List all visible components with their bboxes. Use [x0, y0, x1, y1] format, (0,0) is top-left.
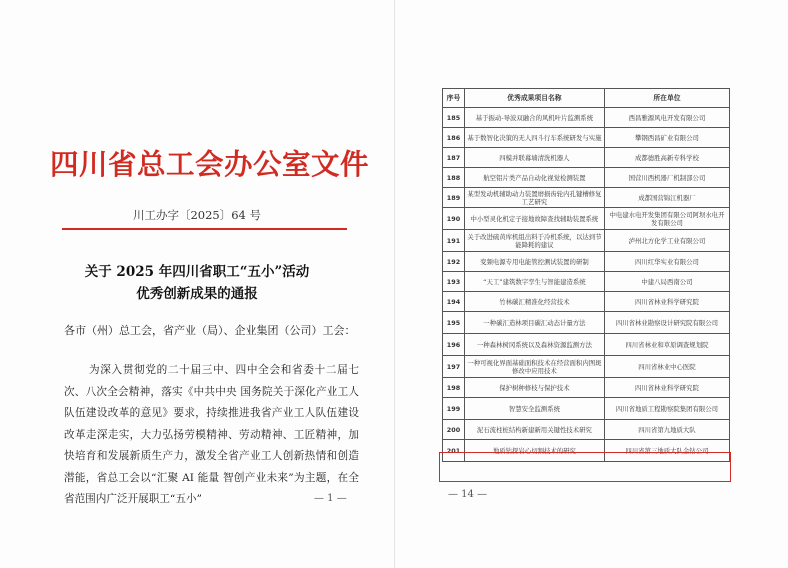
row-unit: 国营川西机器厂机制部公司 [604, 168, 729, 188]
table-row [443, 168, 730, 188]
row-unit: 四川省地质工程勘察院集团有限公司 [604, 398, 729, 420]
row-unit: 四川省第九地质大队 [604, 420, 729, 440]
row-project-name: 一种森林树冈系统以及森林资源监测方法 [464, 334, 604, 356]
row-num: 192 [443, 252, 465, 272]
row-unit: 中电建水电开发集团有限公司阿坝水电开发有限公司 [604, 208, 729, 230]
row-unit: 成都国营锦江机器厂 [604, 188, 729, 208]
table-row [443, 334, 730, 356]
header-project-name: 优秀成果项目名称 [464, 89, 604, 108]
table-row [443, 312, 730, 334]
row-project-name: 变频电源专用电能管控测试装置的研制 [464, 252, 604, 272]
notice-title-line2: 优秀创新成果的通报 [136, 286, 258, 302]
notice-title-line1: 关于 2025 年四川省职工“五小”活动 [84, 264, 310, 280]
row-num: 200 [443, 420, 465, 440]
table-row [443, 292, 730, 312]
row-num: 187 [443, 148, 465, 168]
row-num: 195 [443, 312, 465, 334]
row-num: 188 [443, 168, 465, 188]
results-table [442, 88, 730, 462]
document-header: 四川省总工会办公室文件 [50, 148, 370, 181]
table-header-row [443, 89, 730, 108]
body-paragraph: 为深入贯彻党的二十届三中、四中全会和省委十二届七次、八次全会精神，落实《中共中央 国务院关于深化产业工人队伍建设改革的意见》要求，持续推进我省产业工人队伍建设改革走深走实，大力弘扬劳模精神、劳动精神、工匠精神，加快培育和发展新质生产力，激发全省产业工人创新热情和创造潜能，省总工会以“汇聚 AI 能量 智创产业未来”为主题，在全省范围内广泛开展职工“五小” [64, 364, 359, 505]
row-unit: 四川省林业科学研究院 [604, 292, 729, 312]
row-unit: 四川省林业科学研究院 [604, 378, 729, 398]
table-row [443, 398, 730, 420]
table-row [443, 272, 730, 292]
page-number-right: — 14 — [448, 489, 488, 500]
row-unit: 中建八局西南公司 [604, 272, 729, 292]
table-row [443, 356, 730, 378]
table-row [443, 108, 730, 128]
row-num: 190 [443, 208, 465, 230]
row-num: 191 [443, 230, 465, 252]
table-row [443, 252, 730, 272]
row-unit: 四川省林业和草原调查规划院 [604, 334, 729, 356]
row-project-name: 关于改进硫黄库机组出料于冷机系统，以达到节能降耗的建议 [464, 230, 604, 252]
table-row [443, 128, 730, 148]
row-project-name: 泥石流柱桩结构新建新用关键性技术研究 [464, 420, 604, 440]
row-num: 201 [443, 440, 465, 462]
page-number-left: — 1 — [314, 493, 347, 504]
row-num: 198 [443, 378, 465, 398]
header-unit: 所在单位 [604, 89, 729, 108]
row-unit: 泸州北方化学工业有限公司 [604, 230, 729, 252]
row-project-name: 中小型灵化机定子接地故障查找辅助装置系统 [464, 208, 604, 230]
row-project-name: 基于数智化决策的无人四斗行车系统研发与实施 [464, 128, 604, 148]
row-num: 186 [443, 128, 465, 148]
row-num: 194 [443, 292, 465, 312]
header-num: 序号 [443, 89, 465, 108]
row-project-name: 智慧安全监测系统 [464, 398, 604, 420]
salutation: 各市（州）总工会，省产业（局）、企业集团（公司）工会： [64, 324, 356, 337]
table-row [443, 148, 730, 168]
red-divider [62, 228, 347, 230]
row-project-name: 航空铝片类产品自动化视觉检测装置 [464, 168, 604, 188]
row-project-name: 四模并联幕墙清洗机器人 [464, 148, 604, 168]
table-row [443, 378, 730, 398]
row-unit: 攀钢西昌矿业有限公司 [604, 128, 729, 148]
row-unit: 四川省林业勘察设计研究院有限公司 [604, 312, 729, 334]
highlight-box [439, 452, 731, 482]
row-project-name: 一种碳汇造林项目碳汇动态计量方法 [464, 312, 604, 334]
row-project-name: 基于振动-导波双融合的风机叶片监测系统 [464, 108, 604, 128]
row-project-name: “天工”建筑数字孪生与智能建造系统 [464, 272, 604, 292]
row-project-name: 某型发动机辅助动力装置磨损齿轮内孔键槽修复工艺研究 [464, 188, 604, 208]
row-unit: 成都德胜高新专科学校 [604, 148, 729, 168]
row-unit: 四川红华实业有限公司 [604, 252, 729, 272]
row-unit: 四川省林业中心医院 [604, 356, 729, 378]
row-project-name: 保护树种修枝与保护技术 [464, 378, 604, 398]
table-row [443, 188, 730, 208]
table-row [443, 420, 730, 440]
row-unit: 四川省第三地质大队金钻公司 [604, 440, 729, 462]
table-row [443, 208, 730, 230]
row-num: 185 [443, 108, 465, 128]
row-num: 193 [443, 272, 465, 292]
row-unit: 西昌雅源风电开发有限公司 [604, 108, 729, 128]
document-number: 川工办字〔2025〕64 号 [132, 208, 262, 222]
row-num: 189 [443, 188, 465, 208]
table-row [443, 230, 730, 252]
row-project-name: 竹林碳汇精准化经营技术 [464, 292, 604, 312]
row-num: 196 [443, 334, 465, 356]
row-project-name: 地质钻探岩心切割技术的研究 [464, 440, 604, 462]
row-num: 197 [443, 356, 465, 378]
row-project-name: 一种可视化界面基础面积技术在经营面积内图斑修改中应用技术 [464, 356, 604, 378]
row-num: 199 [443, 398, 465, 420]
